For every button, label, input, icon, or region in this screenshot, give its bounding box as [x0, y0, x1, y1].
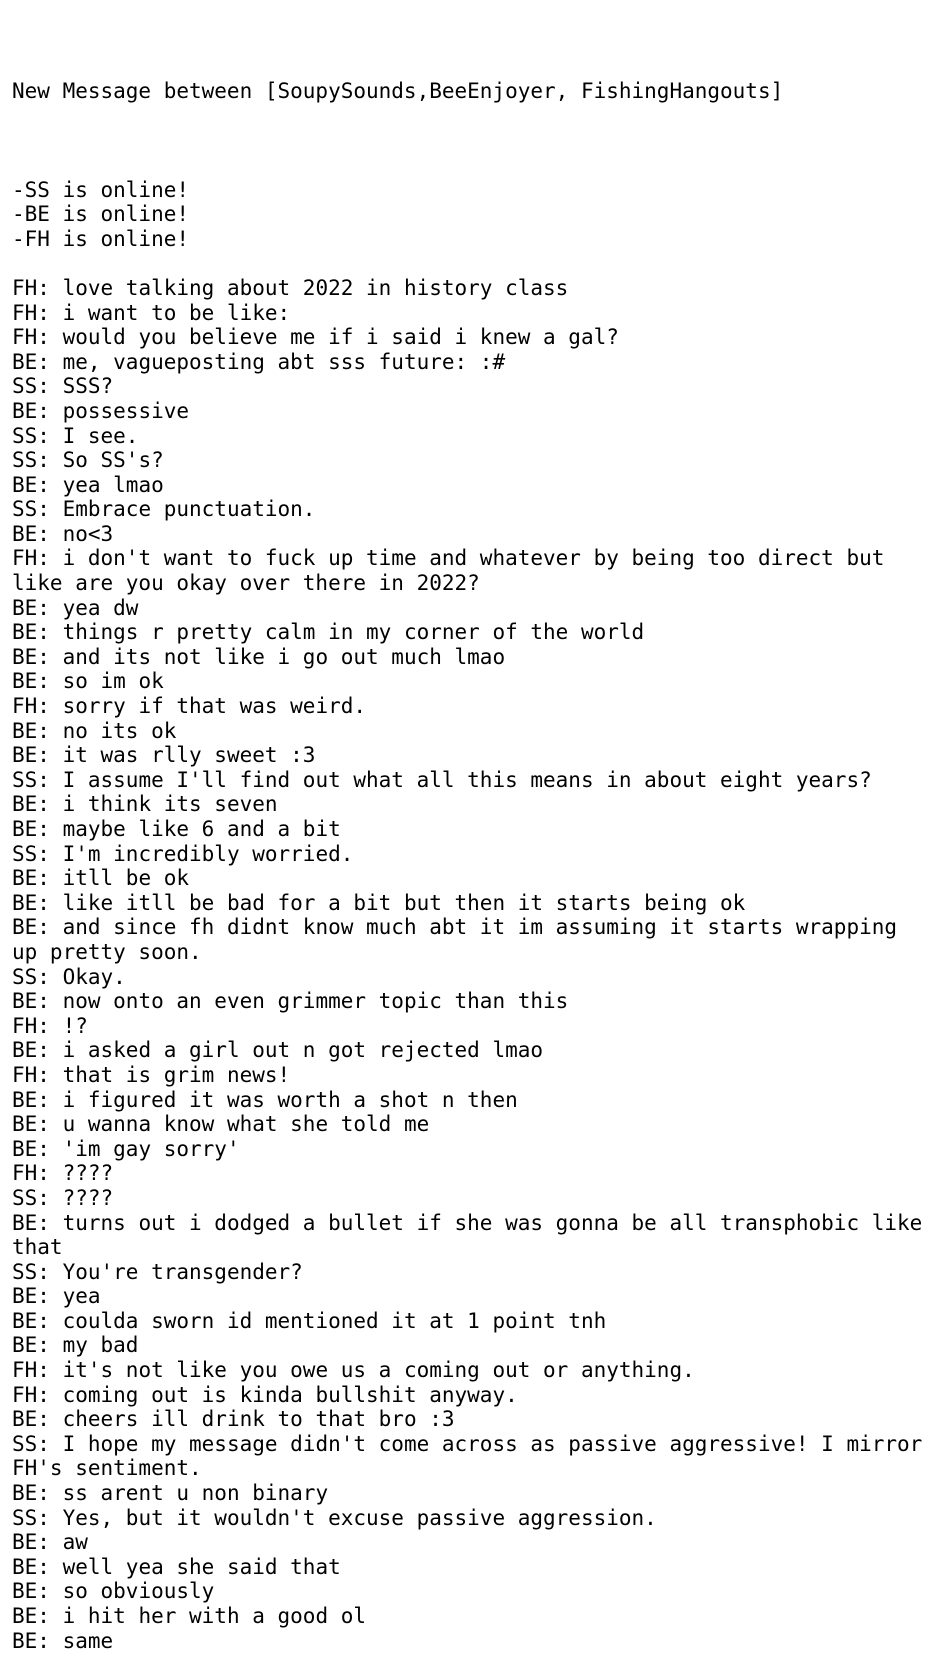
message-text: turns out i dodged a bullet if she was gonna be all transphobic like that — [12, 1210, 935, 1260]
message-speaker: FH: — [12, 694, 50, 719]
message-text: i hit her with a good ol — [49, 1604, 367, 1628]
message-text: i asked a girl out n got rejected lmao — [49, 1038, 544, 1063]
status-line: -FH is online! — [12, 226, 190, 251]
message-speaker: BE: — [12, 989, 50, 1014]
message-text: and its not like i go out much lmao — [49, 644, 506, 669]
message-text: ???? — [49, 1161, 114, 1186]
message-speaker: BE: — [12, 718, 50, 743]
online-status-list — [12, 178, 928, 252]
chat-message — [12, 1383, 928, 1408]
message-text: aw — [49, 1530, 88, 1555]
message-speaker: BE: — [12, 1284, 50, 1309]
message-speaker: BE: — [12, 1407, 50, 1432]
message-text: coming out is kinda bullshit anyway. — [49, 1382, 518, 1407]
message-speaker: BE: — [12, 669, 50, 694]
chat-message — [12, 1358, 928, 1383]
message-speaker: BE: — [12, 1308, 50, 1333]
message-speaker: BE: — [12, 472, 50, 497]
conversation-header — [12, 30, 928, 153]
message-speaker: BE: — [12, 817, 50, 841]
message-text: Embrace punctuation. — [49, 497, 316, 522]
conversation-title: New Message between [SoupySounds,BeeEnjoyer, FishingHangouts] — [12, 79, 784, 104]
chat-message — [12, 1431, 935, 1481]
chat-message — [12, 473, 928, 498]
message-text: and since fh didnt know much abt it im assuming it starts wrapping up pretty soon. — [12, 915, 910, 964]
chat-message — [12, 669, 928, 694]
message-speaker: FH: — [12, 325, 50, 350]
message-text: You're transgender? — [49, 1259, 303, 1284]
message-text: me, vagueposting abt sss future: :# — [49, 349, 506, 374]
message-log — [12, 275, 935, 1653]
message-text: so obviously — [49, 1579, 215, 1604]
message-text: my bad — [49, 1333, 139, 1358]
message-text: 'im gay sorry' — [49, 1136, 240, 1161]
chat-message — [12, 1088, 928, 1113]
chat-message — [12, 399, 928, 424]
message-speaker: FH: — [12, 1382, 50, 1407]
message-text: sorry if that was weird. — [49, 694, 367, 719]
message-speaker: BE: — [12, 866, 50, 891]
chat-message — [12, 1333, 928, 1358]
message-text: would you believe me if i said i knew a gal? — [49, 325, 619, 350]
status-line: -SS is online! — [12, 177, 190, 202]
message-speaker: FH: — [12, 546, 50, 571]
chat-message — [12, 1038, 928, 1063]
message-text: i think its seven — [49, 792, 278, 817]
message-speaker: SS: — [12, 448, 50, 473]
chat-message — [12, 719, 928, 744]
chat-message — [12, 1309, 928, 1334]
message-speaker: FH: — [12, 1358, 50, 1383]
message-text: ss arent u non binary — [49, 1481, 329, 1506]
message-speaker: BE: — [12, 1136, 50, 1161]
message-text: i don't want to fuck up time and whatever by being too direct but like are you okay over there in 2022? — [12, 546, 898, 596]
message-speaker: BE: — [12, 1554, 50, 1579]
message-speaker: FH: — [12, 1013, 50, 1038]
message-text: yea lmao — [49, 472, 164, 497]
message-text: things r pretty calm in my corner of the world — [49, 620, 645, 645]
message-text: i want to be like: — [49, 300, 291, 325]
message-text: maybe like 6 and a bit — [49, 817, 341, 841]
chat-message — [12, 1112, 928, 1137]
chat-message — [12, 842, 928, 867]
chat-message — [12, 1137, 928, 1162]
message-text: ???? — [49, 1185, 114, 1210]
message-text: like itll be bad for a bit but then it starts being ok — [49, 890, 746, 915]
message-speaker: BE: — [12, 1628, 50, 1653]
chat-message — [12, 1186, 928, 1211]
chat-message — [12, 1604, 928, 1629]
message-speaker: BE: — [12, 1087, 50, 1112]
chat-message — [12, 1284, 928, 1309]
message-text: it was rlly sweet :3 — [49, 743, 316, 768]
message-speaker: BE: — [12, 595, 50, 620]
chat-message — [12, 325, 928, 350]
message-speaker: BE: — [12, 792, 50, 817]
message-text: Okay. — [49, 964, 126, 989]
message-speaker: BE: — [12, 398, 50, 423]
chat-message — [12, 817, 928, 842]
message-speaker: SS: — [12, 374, 50, 399]
message-text: I hope my message didn't come across as passive aggressive! I mirror FH's sentiment. — [12, 1431, 935, 1481]
chat-message — [12, 743, 928, 768]
message-text: cheers ill drink to that bro :3 — [49, 1407, 455, 1432]
chat-message — [12, 866, 928, 891]
message-speaker: BE: — [12, 1038, 50, 1063]
message-speaker: BE: — [12, 349, 50, 374]
message-text: yea dw — [49, 595, 139, 620]
message-speaker: FH: — [12, 1161, 50, 1186]
chat-message — [12, 1161, 928, 1186]
chat-message — [12, 989, 928, 1014]
message-speaker: BE: — [12, 620, 50, 645]
message-text: I assume I'll find out what all this means in about eight years? — [49, 767, 872, 792]
message-text: no its ok — [49, 718, 177, 743]
chat-message — [12, 792, 928, 817]
chat-message — [12, 1014, 928, 1039]
message-text: I see. — [49, 423, 139, 448]
message-text: so im ok — [49, 669, 164, 694]
chat-message — [12, 1407, 928, 1432]
chat-message — [12, 965, 928, 990]
chat-message — [12, 1530, 928, 1555]
message-speaker: BE: — [12, 915, 50, 940]
chat-message — [12, 1629, 928, 1653]
message-speaker: SS: — [12, 1185, 50, 1210]
message-text: that is grim news! — [49, 1062, 291, 1087]
message-text: possessive — [49, 398, 190, 423]
message-speaker: BE: — [12, 644, 50, 669]
message-text: !? — [49, 1013, 88, 1038]
message-speaker: BE: — [12, 743, 50, 768]
message-speaker: SS: — [12, 1431, 50, 1456]
message-speaker: FH: — [12, 275, 50, 300]
message-speaker: BE: — [12, 1604, 50, 1628]
chat-message — [12, 596, 928, 621]
message-text: no<3 — [49, 521, 114, 546]
chat-message — [12, 276, 928, 301]
message-text: same — [49, 1628, 114, 1653]
chat-message — [12, 546, 928, 595]
message-speaker: SS: — [12, 423, 50, 448]
message-speaker: BE: — [12, 890, 50, 915]
message-speaker: SS: — [12, 1259, 50, 1284]
message-speaker: BE: — [12, 1112, 50, 1137]
message-text: love talking about 2022 in history class — [49, 275, 569, 300]
chat-message — [12, 620, 928, 645]
message-text: i figured it was worth a shot n then — [49, 1087, 518, 1112]
message-speaker: BE: — [12, 1210, 50, 1235]
message-text: coulda sworn id mentioned it at 1 point tnh — [49, 1308, 607, 1333]
chat-message — [12, 522, 928, 547]
status-line: -BE is online! — [12, 202, 190, 227]
message-speaker: BE: — [12, 1481, 50, 1506]
chat-message — [12, 768, 928, 793]
message-text: I'm incredibly worried. — [49, 841, 354, 866]
message-speaker: FH: — [12, 300, 50, 325]
chat-message — [12, 1210, 935, 1260]
message-speaker: SS: — [12, 1505, 50, 1530]
message-text: it's not like you owe us a coming out or anything. — [49, 1358, 695, 1383]
chat-message — [12, 1579, 928, 1604]
chat-message — [12, 1063, 928, 1088]
chat-message — [12, 645, 928, 670]
message-speaker: BE: — [12, 1579, 50, 1604]
chat-message — [12, 350, 928, 375]
chat-message — [12, 448, 928, 473]
message-text: itll be ok — [49, 866, 190, 891]
message-speaker: SS: — [12, 497, 50, 522]
chat-message — [12, 301, 928, 326]
message-text: u wanna know what she told me — [49, 1112, 430, 1137]
chat-message — [12, 1555, 928, 1580]
message-text: well yea she said that — [49, 1554, 341, 1579]
chat-message — [12, 374, 928, 399]
chat-message — [12, 1506, 928, 1531]
message-text: now onto an even grimmer topic than this — [49, 989, 569, 1014]
message-speaker: SS: — [12, 841, 50, 866]
chat-message — [12, 424, 928, 449]
chat-message — [12, 1260, 928, 1285]
chat-message — [12, 694, 928, 719]
message-speaker: SS: — [12, 767, 50, 792]
message-speaker: SS: — [12, 964, 50, 989]
message-text: So SS's? — [49, 448, 164, 473]
message-text: SSS? — [49, 374, 114, 399]
message-speaker: FH: — [12, 1062, 50, 1087]
chat-message — [12, 915, 928, 964]
chat-message — [12, 497, 928, 522]
message-speaker: BE: — [12, 521, 50, 546]
message-speaker: BE: — [12, 1333, 50, 1358]
message-text: Yes, but it wouldn't excuse passive aggression. — [49, 1505, 657, 1530]
chat-message — [12, 891, 928, 916]
message-text: yea — [49, 1284, 101, 1309]
message-speaker: BE: — [12, 1530, 50, 1555]
chat-message — [12, 1481, 928, 1506]
